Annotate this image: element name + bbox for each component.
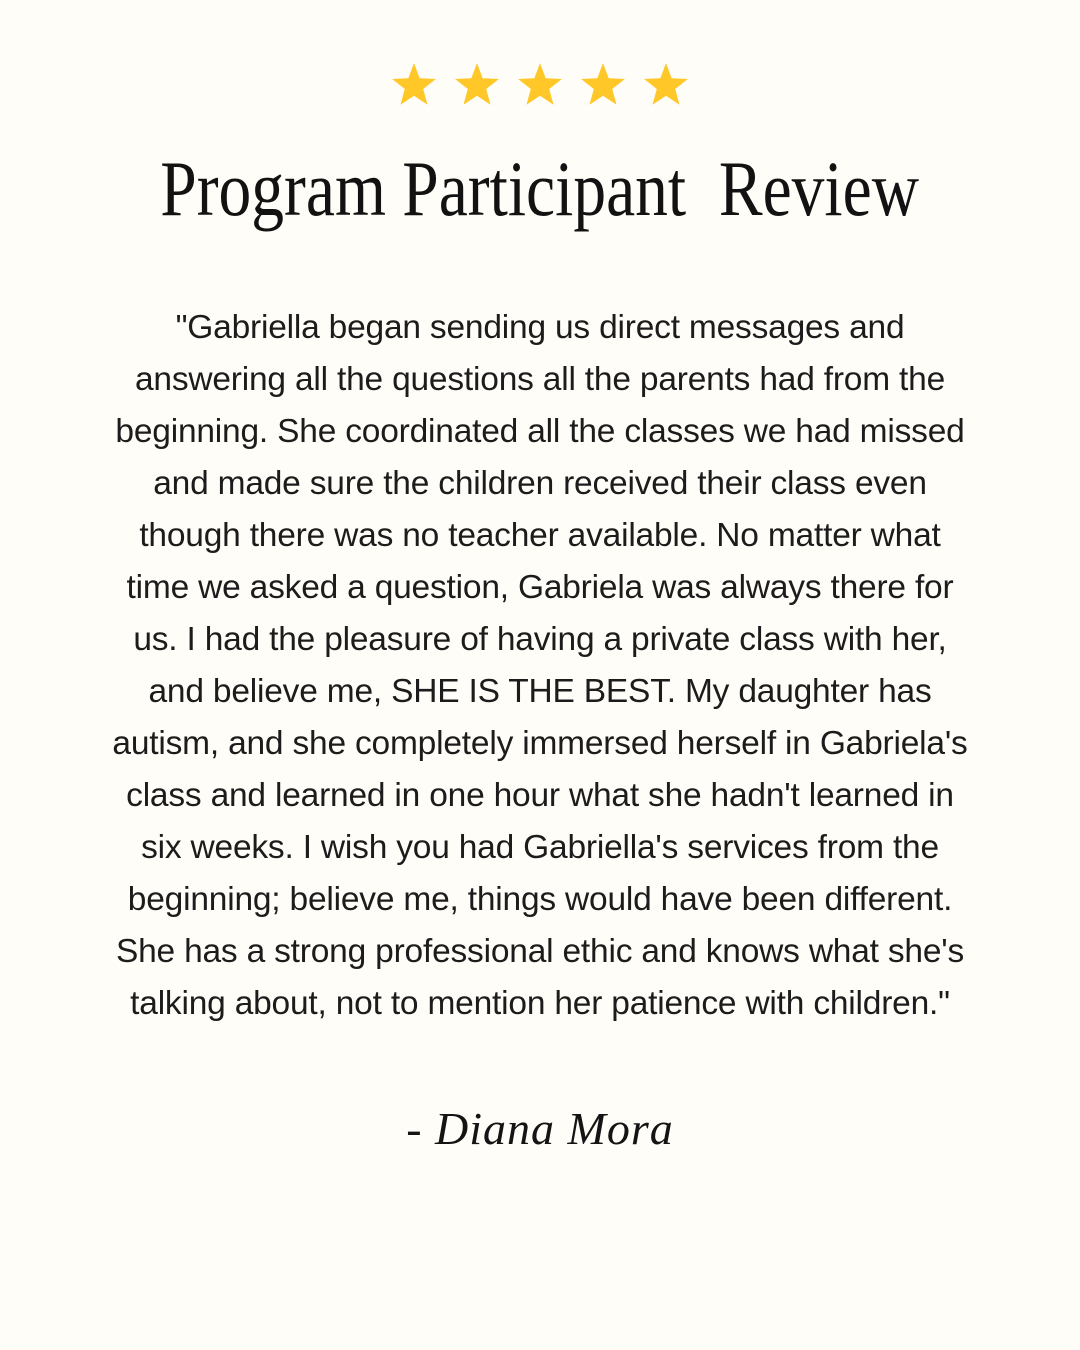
star-icon <box>454 62 500 106</box>
star-rating <box>391 60 689 108</box>
star-icon <box>643 62 689 106</box>
star-icon <box>517 62 563 106</box>
star-shape <box>455 63 499 105</box>
star-shape <box>644 63 688 105</box>
review-quote-text: "Gabriella began sending us direct messages and answering all the questions all the parents had from the beginning. She coordinated all the classes we had missed and made sure the children received their class even though there was no teacher available. No matter what time we asked a question, Gabriela was always there for us. I had the pleasure of having a private class with her, and believe me, SHE IS THE BEST. My daughter has autism, and she completely immersed herself in Gabriela's class and learned in one hour what she hadn't learned in six weeks. I wish you had Gabriella's services from the beginning; believe me, things would have been different. She has a strong professional ethic and knows what she's talking about, not to mention her patience with children." <box>112 308 968 1022</box>
star-shape <box>392 63 436 105</box>
star-icon <box>391 62 437 106</box>
star-shape <box>581 63 625 105</box>
star-shape <box>518 63 562 105</box>
star-icon <box>580 62 626 106</box>
reviewer-name: - Diana Mora <box>406 1102 674 1154</box>
review-title: Program Participant Review <box>160 145 920 232</box>
